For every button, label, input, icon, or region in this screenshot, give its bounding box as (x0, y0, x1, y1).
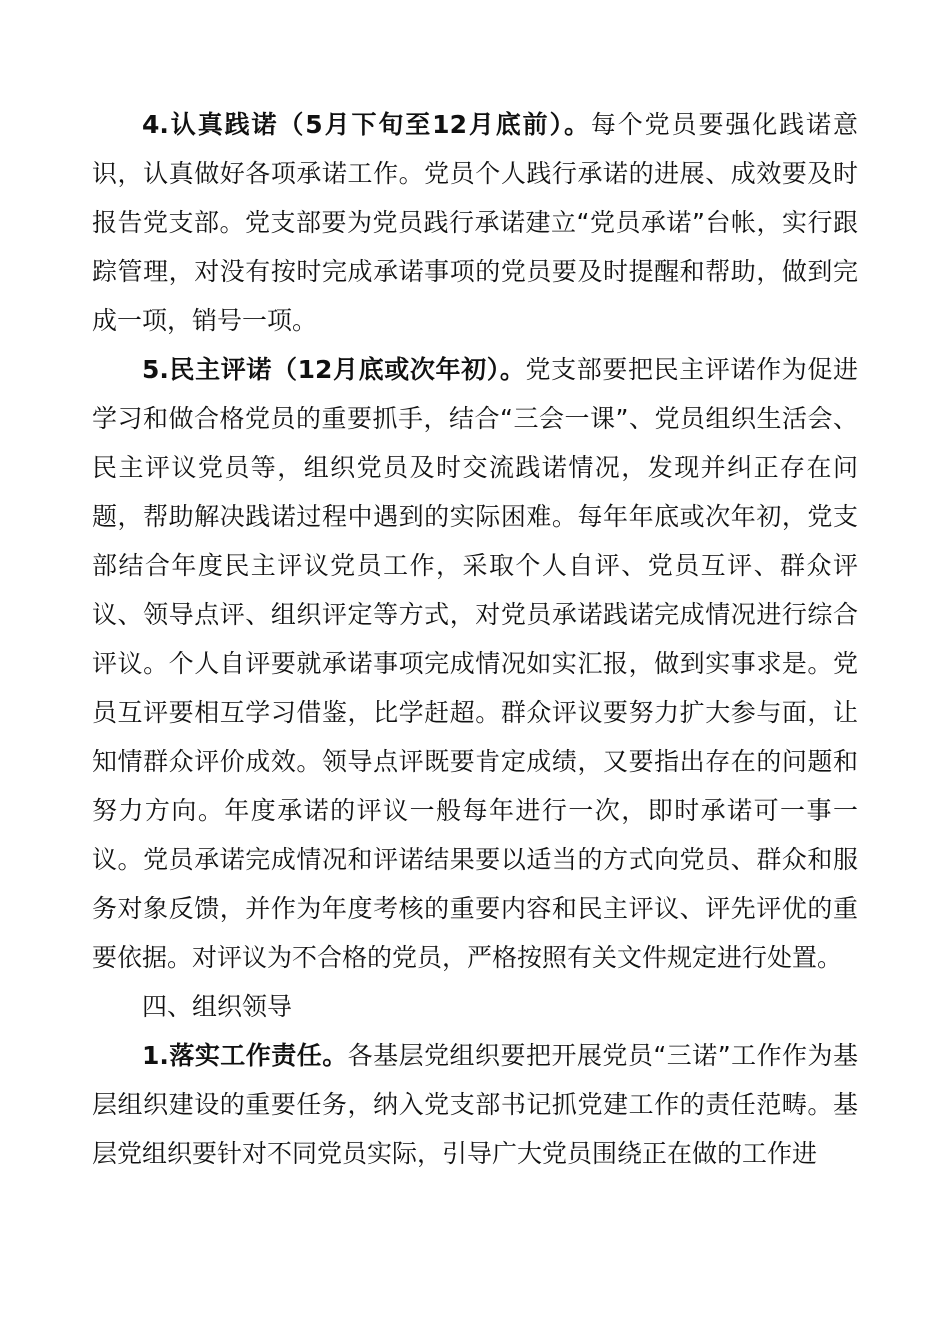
paragraph-text: 党支部要把民主评诺作为促进学习和做合格党员的重要抓手，结合“三会一课”、党员组织生活会、民主评议党员等，组织党员及时交流践诺情况，发现并纠正存在问题，帮助解决践诺过程中遇到的实际困难。每年年底或次年初，党支部结合年度民主评议党员工作，采取个人自评、党员互评、群众评议、领导点评、组织评定等方式，对党员承诺践诺完成情况进行综合评议。个人自评要就承诺事项完成情况如实汇报，做到实事求是。党员互评要相互学习借鉴，比学赶超。群众评议要努力扩大参与面，让知情群众评价成效。领导点评既要肯定成绩，又要指出存在的问题和努力方向。年度承诺的评议一般每年进行一次，即时承诺可一事一议。党员承诺完成情况和评诺结果要以适当的方式向党员、群众和服务对象反馈，并作为年度考核的重要内容和民主评议、评先评优的重要依据。对评议为不合格的党员，严格按照有关文件规定进行处置。 (92, 355, 858, 972)
paragraph-lead-heading: 1.落实工作责任。 (142, 1041, 348, 1070)
paragraph-practice-commitment (92, 100, 858, 345)
section-heading-text: 四、组织领导 (142, 992, 293, 1021)
paragraph-lead-heading: 5.民主评诺（12月底或次年初）。 (142, 355, 526, 384)
section-heading-organization-leadership (92, 982, 858, 1031)
paragraph-text: 每个党员要强化践诺意识，认真做好各项承诺工作。党员个人践行承诺的进展、成效要及时报告党支部。党支部要为党员践行承诺建立“党员承诺”台帐，实行跟踪管理，对没有按时完成承诺事项的党员要及时提醒和帮助，做到完成一项，销号一项。 (92, 110, 858, 335)
paragraph-democratic-evaluation (92, 345, 858, 982)
paragraph-text: 各基层党组织要把开展党员“三诺”工作作为基层组织建设的重要任务，纳入党支部书记抓党建工作的责任范畴。基层党组织要针对不同党员实际，引导广大党员围绕正在做的工作进 (92, 1041, 858, 1168)
document-body (92, 100, 858, 1178)
paragraph-work-responsibility (92, 1031, 858, 1178)
paragraph-lead-heading: 4.认真践诺（5月下旬至12月底前）。 (142, 110, 591, 139)
